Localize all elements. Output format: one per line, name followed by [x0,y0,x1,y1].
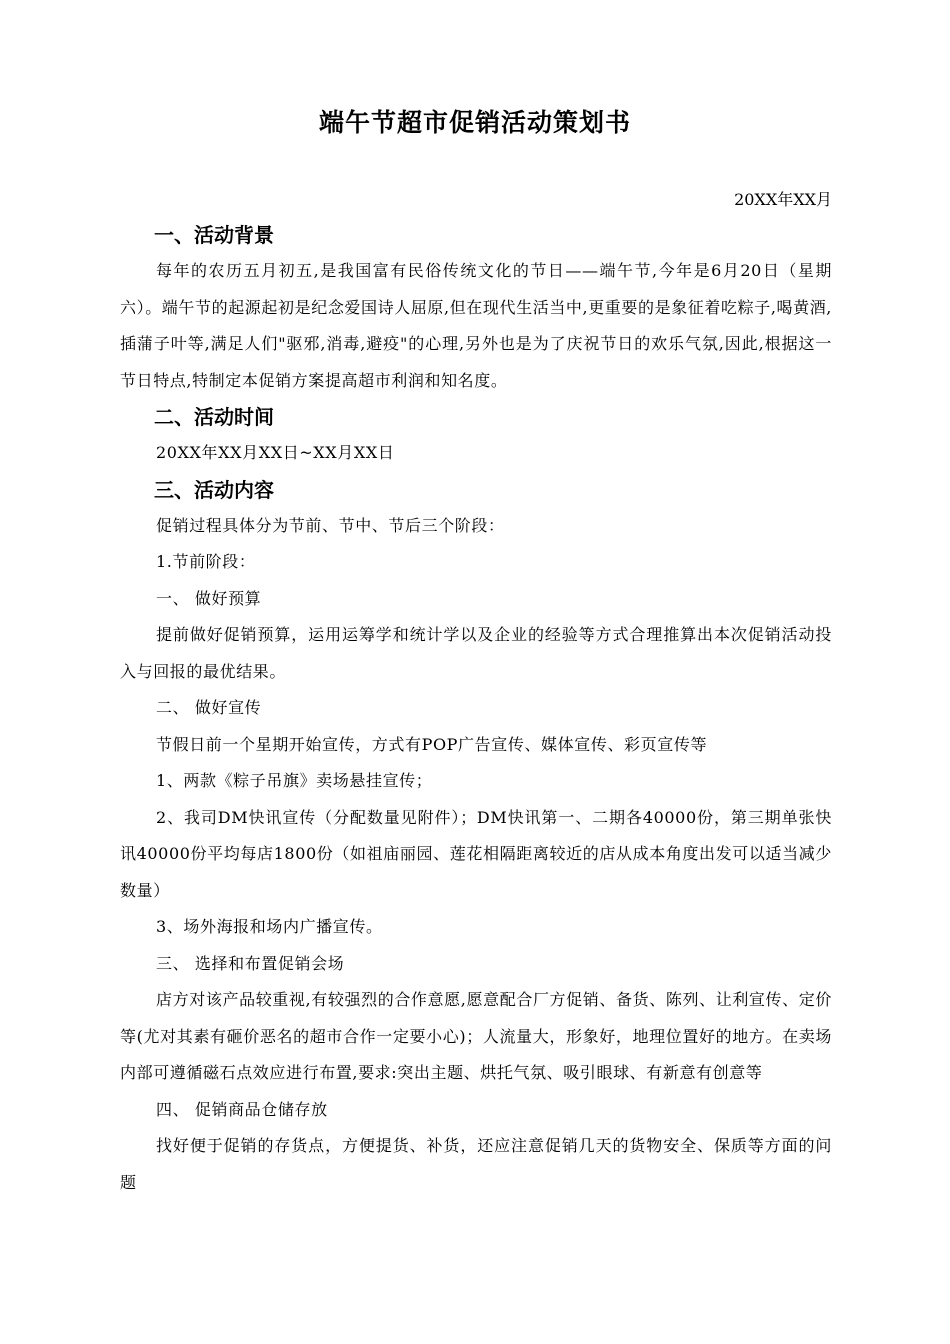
section-heading-time: 二、活动时间 [154,405,274,429]
venue-heading: 三、 选择和布置促销会场 [156,953,345,973]
promo-item-1: 1、两款《粽子吊旗》卖场悬挂宣传； [156,771,433,790]
document-date: 20XX年XX月 [734,190,832,209]
content-intro: 促销过程具体分为节前、节中、节后三个阶段： [156,515,505,535]
background-paragraph: 每年的农历五月初五,是我国富有民俗传统文化的节日——端午节,今年是6月20日（星期六）。端午节的起源起初是纪念爱国诗人屈原,但在现代生活当中,更重要的是象征着吃粽子,喝黄酒,插蒲子叶等,满足人们"驱邪,消毒,避疫"的心理,另外也是为了庆祝节日的欢乐气氛,因此,根据这一节日特点,特制定本促销方案提高超市利润和知名度。 [120,261,832,390]
document-title: 端午节超市促销活动策划书 [318,108,631,137]
storage-heading: 四、 促销商品仓储存放 [156,1099,328,1119]
promo-item-2: 2、我司DM快讯宣传（分配数量见附件）；DM快讯第一、二期各40000份，第三期单张快讯40000份平均每店1800份（如祖庙丽园、莲花相隔距离较近的店从成本角度出发可以适当减少数量） [120,807,832,900]
budget-text: 提前做好促销预算，运用运筹学和统计学以及企业的经验等方式合理推算出本次促销活动投入与回报的最优结果。 [120,625,832,681]
stage1-label: 1.节前阶段： [156,552,256,571]
section-heading-content: 三、活动内容 [154,477,274,502]
section-heading-background: 一、活动背景 [154,223,274,247]
promo-heading: 二、 做好宣传 [156,698,262,717]
budget-heading: 一、 做好预算 [156,588,262,608]
promo-text: 节假日前一个星期开始宣传，方式有POP广告宣传、媒体宣传、彩页宣传等 [156,734,708,754]
venue-text: 店方对该产品较重视,有较强烈的合作意愿,愿意配合厂方促销、备货、陈列、让利宣传、定价等(尤对其素有砸价恶名的超市合作一定要小心)；人流量大，形象好，地理位置好的地方。在卖场内部可遵循磁石点效应进行布置,要求:突出主题、烘托气氛、吸引眼球、有新意有创意等 [120,990,832,1082]
storage-text: 找好便于促销的存货点，方便提货、补货，还应注意促销几天的货物安全、保质等方面的问题 [120,1136,832,1192]
promo-item-3: 3、场外海报和场内广播宣传。 [156,917,383,936]
time-paragraph: 20XX年XX月XX日~XX月XX日 [156,443,395,462]
document-body [120,217,832,1201]
